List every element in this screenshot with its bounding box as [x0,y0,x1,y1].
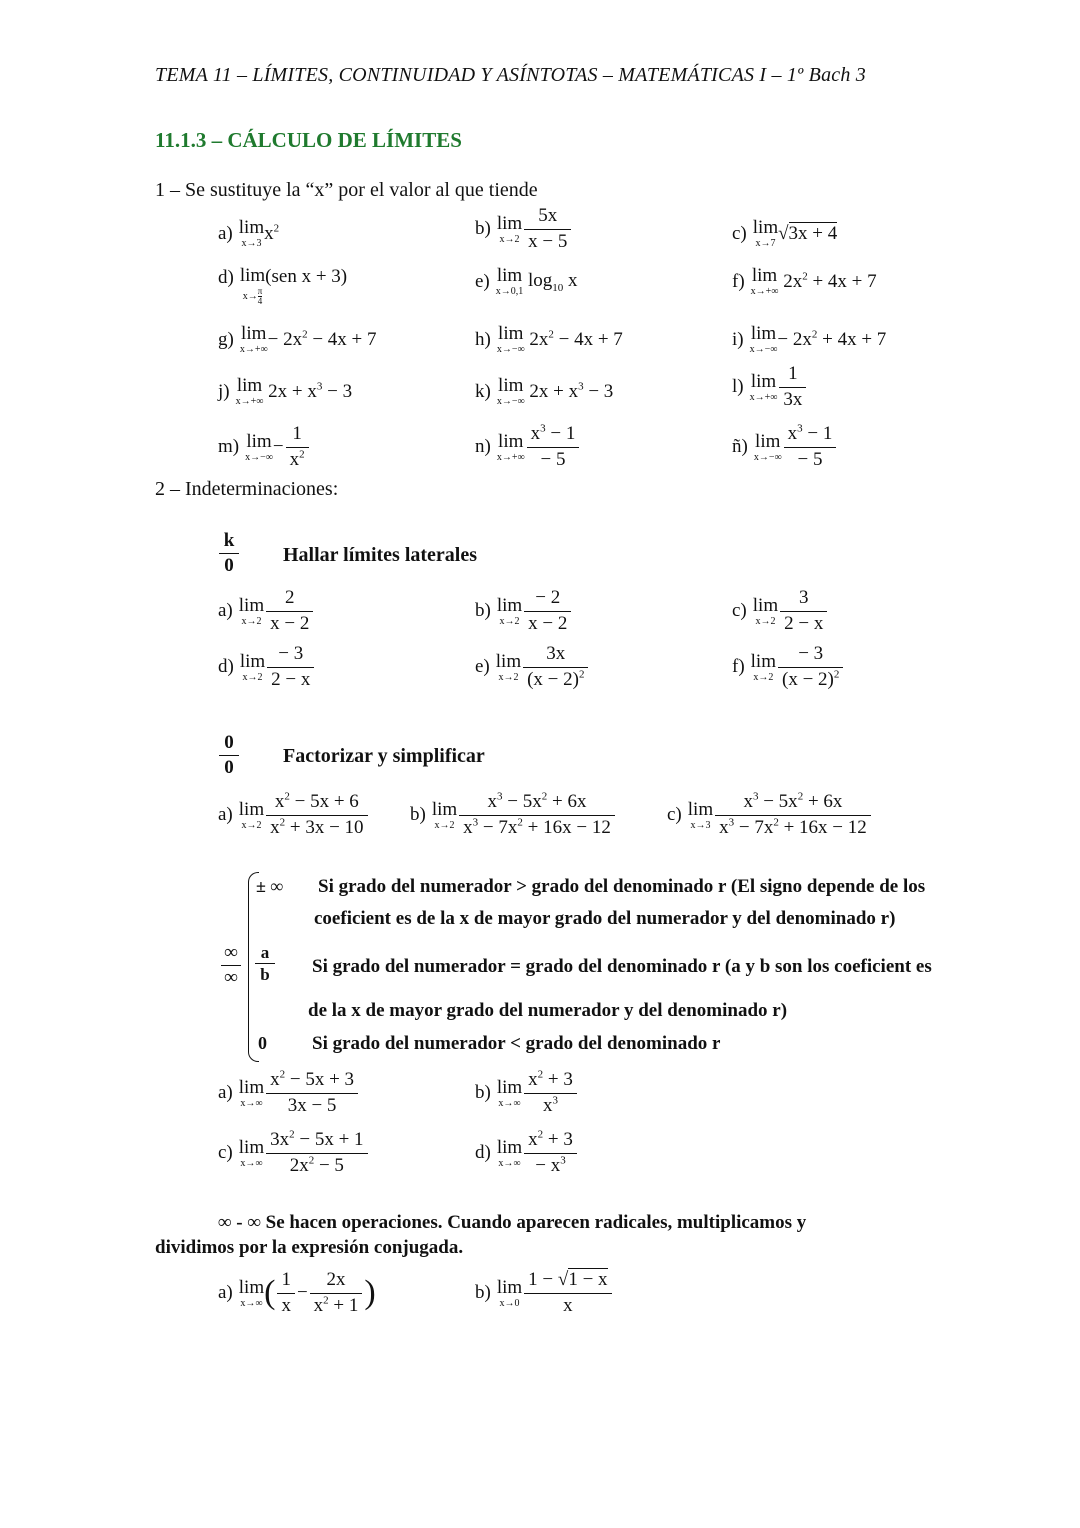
limit-1a: a) lim x→3 $x^2$ [218,217,280,249]
k0-label: Hallar límites laterales [283,544,478,566]
limit-infinfb: b) lim x→0 $\frac{1 - √1 - x}{x}$ [475,1270,614,1317]
limit-2k0a: a) lim x→2 $\frac{2}{x - 2}$ [218,588,315,635]
limit-00c: c) lim x→3 $\frac{x^3 - 5x^2 + 6x}{x^3 - 7x^2 + 16x - 12}$ [667,792,873,839]
limit-1d: d) lim x→ $\frac{\pi}{4}$ (sen x + 3) [218,265,348,306]
limit-1f: f) lim x→+∞ $2x^2 + 4x + 7$ [732,265,877,297]
case2-text-line2: de la x de mayor grado del numerador y del denominado r) [308,1000,788,1021]
limit-1k: k) lim x→−∞ $2x + x^3 - 3$ [475,375,614,407]
zero-over-zero-symbol: 0 0 [219,732,239,780]
limit-2k0c: c) lim x→2 $\frac{3}{2 - x}$ [732,588,829,635]
limit-00a: a) lim x→2 $\frac{x^2 - 5x + 6}{x^2 + 3x - 10}$ [218,792,370,839]
k-over-zero-symbol: k 0 [219,530,239,578]
limit-1n: n) lim x→+∞ $\frac{x^3 - 1}{- 5}$ [475,424,581,471]
limit-2k0d: d) lim x→2 $\frac{- 3}{2 - x}$ [218,644,316,691]
section-title: 11.1.3 – CÁLCULO DE LÍMITES [155,128,462,152]
limit-1m: m) lim x→−∞ − $\frac{1}{x^2}$ [218,424,311,471]
inf-minus-inf-line1: ∞ - ∞ Se hacen operaciones. Cuando aparecen radicales, multiplicamos y [218,1212,807,1233]
limit-1c: c) lim x→7 √3x + 4 [732,217,838,249]
limit-infc: c) lim x→∞ $\frac{3x^2 - 5x + 1}{2x^2 - 5}$ [218,1130,370,1177]
case1-symbol: ± ∞ [256,876,284,896]
limit-1j: j) lim x→+∞ $2x + x^3 - 3$ [218,375,353,407]
limit-infd: d) lim x→∞ $\frac{x^2 + 3}{- x^3}$ [475,1130,579,1177]
inf-minus-inf-line2: dividimos por la expresión conjugada. [155,1237,464,1258]
inf-over-inf-symbol: ∞ ∞ [221,942,241,990]
case2-symbol: a b [255,943,275,986]
limit-2k0f: f) lim x→2 $\frac{- 3}{(x - 2)^2}$ [732,644,845,691]
zero-zero-label: Factorizar y simplificar [283,745,485,767]
limit-1h: h) lim x→−∞ $2x^2 - 4x + 7$ [475,323,623,355]
limit-infb: b) lim x→∞ $\frac{x^2 + 3}{x^3}$ [475,1070,579,1117]
limit-1b: b) lim x→2 $\frac{5x}{x - 5}$ [475,206,573,253]
limit-1l: l) lim x→+∞ $\frac{1}{3x}$ [732,364,808,411]
limit-1e: e) lim x→0,1 $\log_{10} x$ [475,265,578,297]
limit-infa: a) lim x→∞ $\frac{x^2 - 5x + 3}{3x - 5}$ [218,1070,360,1117]
case2-text-line1: Si grado del numerador = grado del denominado r (a y b son los coeficient es [312,956,932,977]
limit-infinfa: a) lim x→∞ ( $\frac{1}{x}$ − $\frac{2x}{x^2 + 1}$ ) [218,1269,376,1316]
limit-2k0e: e) lim x→2 $\frac{3x}{(x - 2)^2}$ [475,644,590,691]
limit-00b: b) lim x→2 $\frac{x^3 - 5x^2 + 6x}{x^3 - 7x^2 + 16x - 12}$ [410,792,617,839]
case3-symbol: 0 [258,1033,267,1053]
case3-text: Si grado del numerador < grado del denominado r [312,1033,721,1054]
case1-text-line2: coeficient es de la x de mayor grado del numerador y del denominado r) [314,908,896,929]
case1-text-line1: Si grado del numerador > grado del denominado r (El signo depende de los [318,876,926,897]
limit-2k0b: b) lim x→2 $\frac{- 2}{x - 2}$ [475,588,573,635]
limit-1g: g) lim x→+∞ − $2x^2 - 4x + 7$ [218,323,377,355]
part1-title: 1 – Se sustituye la “x” por el valor al que tiende [155,179,538,201]
limit-1i: i) lim x→−∞ − $2x^2 + 4x + 7$ [732,323,887,355]
limit-1nn: ñ) lim x→−∞ $\frac{x^3 - 1}{- 5}$ [732,424,838,471]
part2-title: 2 – Indeterminaciones: [155,478,339,500]
page-header: TEMA 11 – LÍMITES, CONTINUIDAD Y ASÍNTOTAS – MATEMÁTICAS I – 1º Bach 3 [155,64,866,86]
